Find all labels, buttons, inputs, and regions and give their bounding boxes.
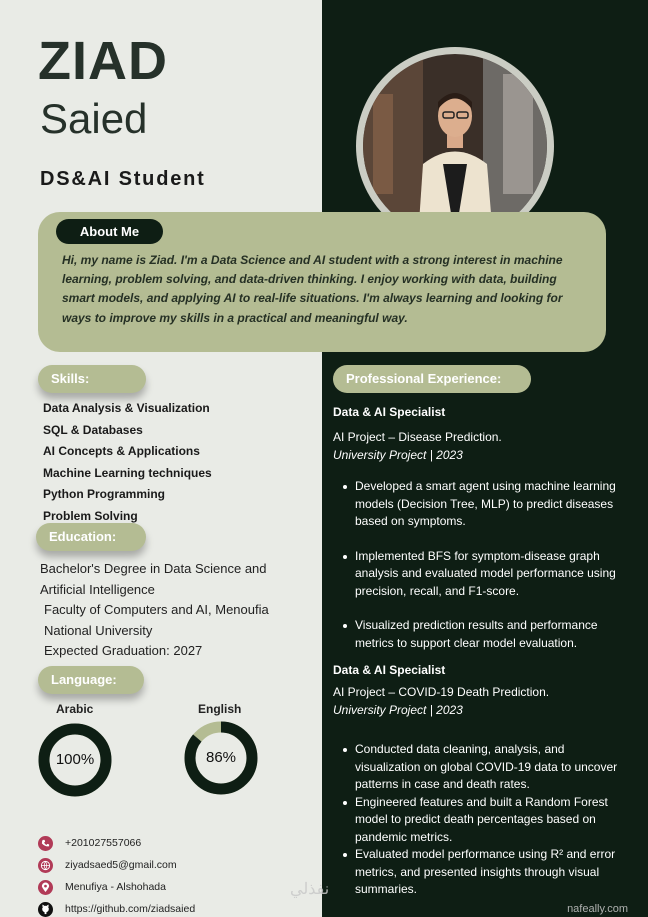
job-bullet: Visualized prediction results and performance metrics to support clear model evaluation. <box>340 617 630 652</box>
job-project: AI Project – COVID-19 Death Prediction. <box>333 685 550 699</box>
email-address[interactable]: ziyadsaed5@gmail.com <box>65 859 177 871</box>
contact-github <box>38 900 195 917</box>
skill-item: Data Analysis & Visualization <box>43 401 210 415</box>
language-english-ring <box>184 721 258 795</box>
first-name: ZIAD <box>38 31 168 91</box>
education-degree: Bachelor's Degree in Data Science and Artificial Intelligence <box>40 561 267 597</box>
language-arabic-percent: 100% <box>55 751 95 768</box>
watermark: nafeally.com <box>567 903 628 915</box>
watermark-arabic: نفذلي <box>290 881 330 898</box>
skill-item: AI Concepts & Applications <box>43 444 200 458</box>
education-faculty: Faculty of Computers and AI, Menoufia National University <box>44 602 269 638</box>
language-heading: Language: <box>38 666 144 694</box>
skills-heading: Skills: <box>38 365 146 393</box>
language-arabic-ring <box>38 723 112 797</box>
skill-item: Machine Learning techniques <box>43 465 212 480</box>
experience-heading: Professional Experience: <box>333 365 531 393</box>
job-2-bullets <box>340 741 630 899</box>
job-bullet: Developed a smart agent using machine learning models (Decision Tree, MLP) to predict diseases based on symptoms. <box>340 478 630 531</box>
location-text: Menufiya - Alshohada <box>65 881 166 893</box>
language-english-label: English <box>198 702 242 716</box>
skill-item: Problem Solving <box>43 508 138 523</box>
github-icon <box>38 902 53 917</box>
job-role: Data & AI Specialist <box>333 663 446 677</box>
job-bullet: Implemented BFS for symptom-disease graph analysis and evaluated model performance using precision, recall, and F1-score. <box>340 548 630 601</box>
education-details <box>40 559 310 662</box>
job-1-header <box>333 405 633 464</box>
skill-item: Python Programming <box>43 487 166 501</box>
job-meta: University Project | 2023 <box>333 448 463 462</box>
profile-photo <box>363 54 547 238</box>
job-role: Data & AI Specialist <box>333 405 446 419</box>
location-pin-icon <box>38 880 53 895</box>
github-link[interactable]: https://github.com/ziadsaied <box>65 903 196 915</box>
about-heading: About Me <box>56 219 163 244</box>
job-bullet: Conducted data cleaning, analysis, and visualization on global COVID-19 data to uncover patterns in case and death rates. <box>340 741 630 794</box>
about-text: Hi, my name is Ziad. I'm a Data Science and AI student with a strong interest in machine learning, problem solving, and data-driven thinking. I enjoy working with data, building smart models, and applying AI to real-life situations. I'm always learning and looking for ways to improve my skills in a practical and meaningful way. <box>62 253 563 325</box>
contact-phone <box>38 834 141 852</box>
job-2-header <box>333 663 633 719</box>
skills-list <box>43 399 212 528</box>
job-meta: University Project | 2023 <box>333 703 463 717</box>
job-title: DS&AI Student <box>40 168 206 190</box>
last-name: Saied <box>40 95 148 142</box>
contact-location <box>38 878 166 896</box>
job-1-bullets <box>340 478 630 652</box>
phone-icon <box>38 836 53 851</box>
contact-email <box>38 856 177 874</box>
job-bullet: Evaluated model performance using R² and error metrics, and presented insights through visual summaries. <box>340 846 630 899</box>
globe-icon <box>38 858 53 873</box>
job-bullet: Engineered features and built a Random Forest model to predict death percentages based on pandemic metrics. <box>340 794 630 847</box>
education-graduation: Expected Graduation: 2027 <box>44 643 203 658</box>
job-project: AI Project – Disease Prediction. <box>333 430 502 444</box>
phone-number[interactable]: +201027557066 <box>65 837 142 849</box>
language-arabic-label: Arabic <box>56 702 94 716</box>
skill-item: SQL & Databases <box>43 422 143 437</box>
language-english-percent: 86% <box>205 749 237 766</box>
education-heading: Education: <box>36 523 146 551</box>
